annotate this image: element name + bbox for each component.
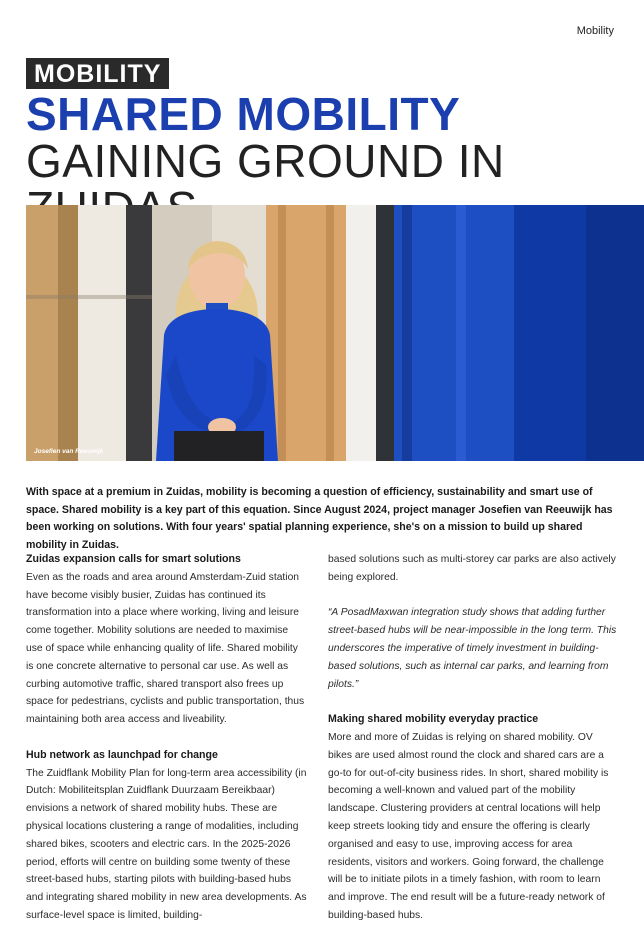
section-body-smart-solutions: Even as the roads and area around Amsterdam-Zuid station have become visibly busier, Zuidas has continued its transformation into a place where working, living and leisure come together. Mobility solutions are needed to maximise use of space while enhancing quality of life. Shared mobility is one concrete alternative to personal car use. As well as curbing automotive traffic, shared transport also frees up space for pedestrians, cyclists and public transportation, thus maintaining both area access and liveability. (26, 571, 305, 726)
paragraph-spacer (26, 729, 307, 747)
section-body-hub-network: The Zuidflank Mobility Plan for long-term area accessibility (in Dutch: Mobiliteitsplan Zuidflank Duurzaam Bereikbaar) envisions a network of shared mobility hubs. These are physical locations clustering a range of modalities, including shared bikes, scooters and electric cars. In the 2025-2026 period, efforts will centre on building some twenty of these street-based hubs, starting pilots with building-based hubs and integrating shared mobility in new area developments. As surface-level space is limited, building- (26, 767, 307, 921)
left-column (26, 551, 307, 925)
section-body-hub-network-continued: based solutions such as multi-storey car parks are also actively being explored. (328, 554, 616, 583)
section-heading-hub-network: Hub network as launchpad for change (26, 748, 218, 761)
section-label: Mobility (576, 25, 614, 37)
column-continuation-spacer (328, 551, 618, 604)
category-tag: MOBILITY (26, 58, 169, 89)
paragraph-spacer (328, 693, 618, 711)
pull-quote: “A PosadMaxwan integration study shows that adding further street-based hubs will be near-impossible in the long term. This underscores the imperative of timely investment in building-based solutions, such as internal car parks, and learning from pilots.” (328, 607, 617, 690)
photo-caption: Josefien van Reeuwijk (34, 448, 104, 455)
portrait-illustration (26, 205, 644, 461)
article-intro: With space at a premium in Zuidas, mobility is becoming a question of efficiency, sustainability and smart use of space. Shared mobility is a key part of this equation. Since August 2024, project manager Josefien van Reeuwijk has been working on solutions. With four years' spatial planning experience, she's on a mission to build up shared mobility in Zuidas. (26, 486, 613, 551)
title-rest: GAINING GROUND IN (26, 135, 505, 187)
section-heading-smart-solutions: Zuidas expansion calls for smart solutions (26, 553, 241, 565)
portrait-photo (26, 205, 644, 461)
title-highlight: SHARED MOBILITY (26, 88, 461, 140)
right-column (328, 551, 618, 925)
paragraph-spacer (328, 587, 618, 605)
section-heading-everyday-practice: Making shared mobility everyday practice (328, 713, 539, 726)
section-body-everyday-practice: More and more of Zuidas is relying on shared mobility. OV bikes are used almost round the clock and shared cars are a go-to for out-of-city business rides. In short, shared mobility is becoming a well-known and valued part of the mobility landscape. Clustering providers at central locations will help keep streets looking tidy and ensure the offering is clearly organised and easy to use, improving access for area residents, visitors and workers. Going forward, the challenge will be to initiate pilots in a timely fashion, with room to learn and improve. The end result will be a future-ready network of building-based hubs. (328, 731, 609, 921)
